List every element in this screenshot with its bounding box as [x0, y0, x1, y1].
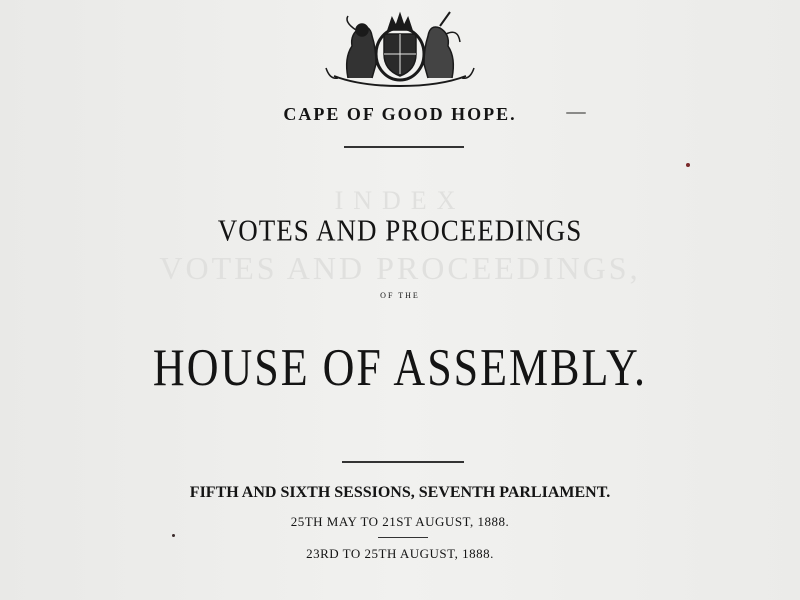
bleed-through-index-heading: VOTES AND PROCEEDINGS,: [159, 250, 641, 286]
of-the-label: OF THE: [380, 291, 420, 300]
colony-name: CAPE OF GOOD HOPE.: [283, 104, 517, 124]
ink-speck: [686, 163, 690, 167]
ink-smudge: [566, 112, 586, 114]
royal-coat-of-arms-emblem: [300, 8, 500, 88]
short-divider-rule: [378, 537, 428, 538]
divider-rule: [344, 146, 464, 148]
document-heading: VOTES AND PROCEEDINGS: [217, 212, 583, 248]
session-dates-2: 23RD TO 25TH AUGUST, 1888.: [306, 546, 494, 561]
divider-rule: [342, 461, 464, 463]
sessions-line: FIFTH AND SIXTH SESSIONS, SEVENTH PARLIAMENT.: [189, 484, 611, 501]
bleed-through-index-title: INDEX: [334, 186, 466, 215]
house-title: HOUSE OF ASSEMBLY.: [152, 338, 648, 397]
ink-speck: [172, 534, 175, 537]
session-dates-1: 25TH MAY TO 21ST AUGUST, 1888.: [290, 514, 510, 529]
